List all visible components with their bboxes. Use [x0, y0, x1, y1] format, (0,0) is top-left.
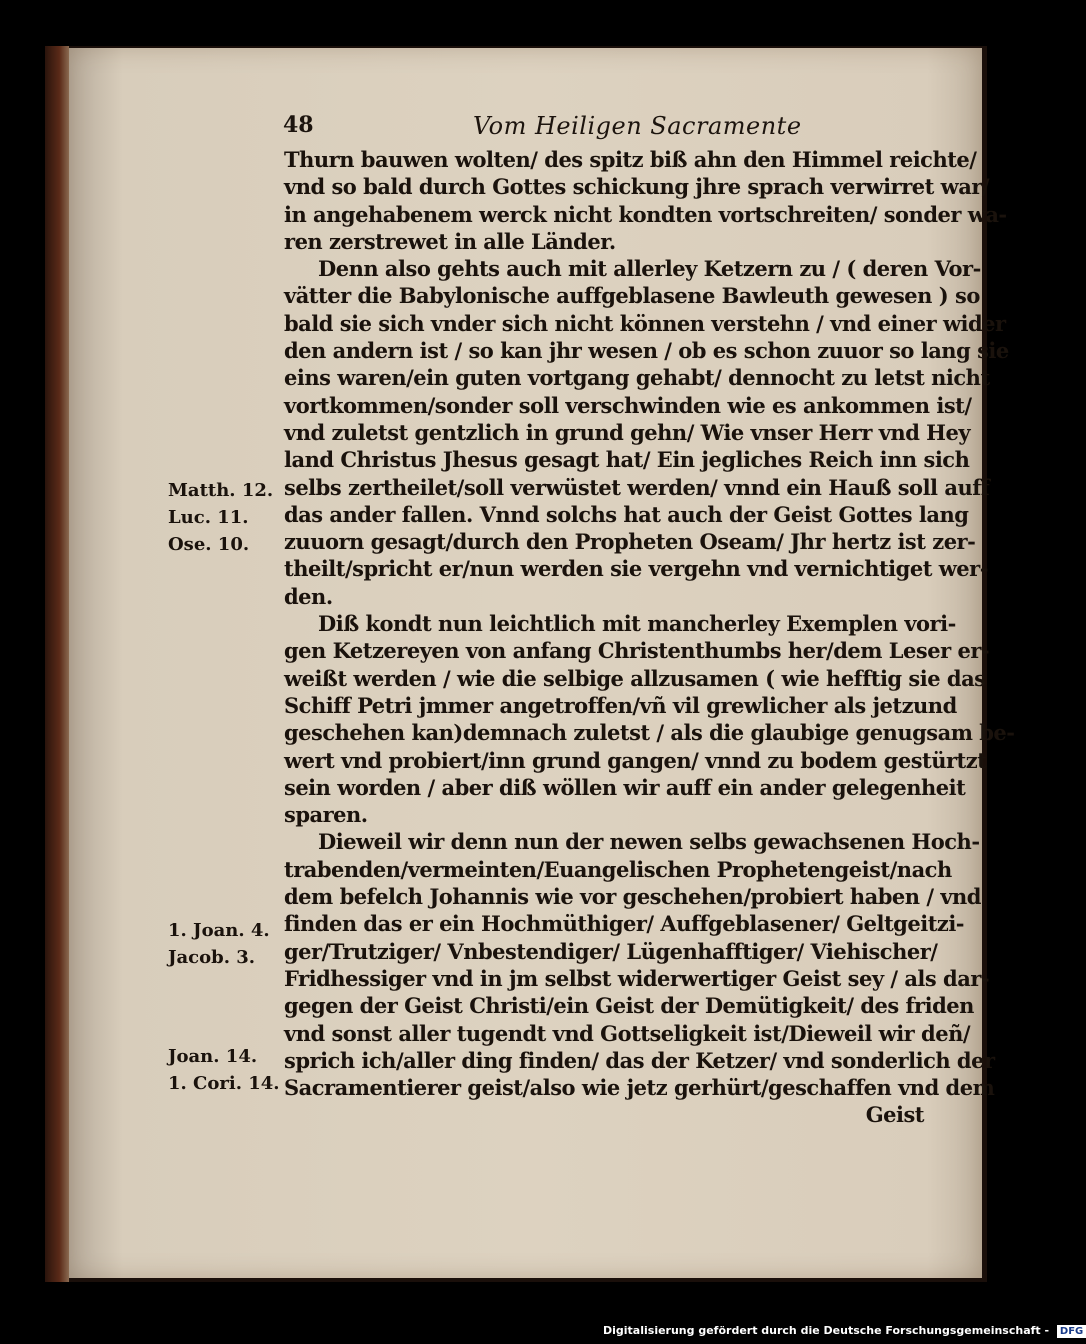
- page-number: 48: [283, 112, 314, 138]
- margin-note-cori: [168, 1043, 278, 1097]
- text-line: Fridhessiger vnd in jm selbst widerwertiger Geist sey / als dar-: [284, 965, 990, 991]
- dfg-logo: DFG: [1057, 1325, 1086, 1338]
- text-line: theilt/spricht er/nun werden sie vergehn vnd vernichtiget wer-: [284, 556, 988, 582]
- text-line: den.: [284, 583, 333, 609]
- text-line: das ander fallen. Vnnd solchs hat auch der Geist Gottes lang: [284, 501, 969, 527]
- text-line: sprich ich/aller ding finden/ das der Ketzer/ vnd sonderlich der: [284, 1047, 995, 1073]
- text-line: in angehabenem werck nicht kondten vortschreiten/ sonder wa-: [284, 201, 1007, 227]
- text-line: Denn also gehts auch mit allerley Ketzern zu / ( deren Vor-: [318, 256, 981, 282]
- text-line: geschehen kan)demnach zuletst / als die glaubige genugsam be-: [284, 720, 1015, 746]
- text-line: den andern ist / so kan jhr wesen / ob es schon zuuor so lang sie: [284, 338, 1009, 364]
- text-line: selbs zertheilet/soll verwüstet werden/ vnnd ein Hauß soll auff: [284, 474, 990, 500]
- text-line: Schiff Petri jmmer angetroffen/vñ vil grewlicher als jetzund: [284, 692, 957, 718]
- text-line: weißt werden / wie die selbige allzusamen ( wie hefftig sie das: [284, 665, 986, 691]
- text-line: gen Ketzereyen von anfang Christenthumbs her/dem Leser er-: [284, 638, 990, 664]
- book-spine: [45, 46, 69, 1282]
- footer-text: Digitalisierung gefördert durch die Deutsche Forschungsgemeinschaft -: [603, 1324, 1050, 1337]
- margin-note-line: Ose. 10.: [168, 534, 250, 555]
- text-line: Sacramentierer geist/also wie jetz gerhürt/geschaffen vnd dem: [284, 1075, 995, 1101]
- text-line: ren zerstrewet in alle Länder.: [284, 228, 616, 254]
- text-line: Dieweil wir denn nun der newen selbs gewachsenen Hoch-: [318, 829, 980, 855]
- digitization-footer: [603, 1324, 1086, 1340]
- margin-note-line: Jacob. 3.: [168, 947, 256, 968]
- margin-note-line: Joan. 14.: [168, 1046, 258, 1067]
- text-line: gegen der Geist Christi/ein Geist der Demütigkeit/ des friden: [284, 993, 974, 1019]
- margin-note-line: 1. Joan. 4.: [168, 920, 270, 941]
- margin-note-line: 1. Cori. 14.: [168, 1073, 280, 1094]
- catchword: Geist: [865, 1102, 924, 1128]
- text-line: trabenden/vermeinten/Euangelischen Prophetengeist/nach: [284, 856, 952, 882]
- text-line: vnd sonst aller tugendt vnd Gottseligkeit ist/Dieweil wir deñ/: [284, 1020, 971, 1046]
- text-line: zuuorn gesagt/durch den Propheten Oseam/ Jhr hertz ist zer-: [284, 529, 976, 555]
- text-line: sein worden / aber diß wöllen wir auff ein ander gelegenheit: [284, 774, 966, 800]
- running-title: Vom Heiligen Sacramente: [473, 112, 802, 140]
- text-line: vnd zuletst gentzlich in grund gehn/ Wie vnser Herr vnd Hey: [284, 419, 971, 445]
- text-line: ger/Trutziger/ Vnbestendiger/ Lügenhafftiger/ Viehischer/: [284, 938, 938, 964]
- text-line: wert vnd probiert/inn grund gangen/ vnnd zu bodem gestürtzt: [284, 747, 987, 773]
- text-line: bald sie sich vnder sich nicht können verstehn / vnd einer wider: [284, 310, 1006, 336]
- margin-note-matth: [168, 477, 278, 558]
- text-line: land Christus Jhesus gesagt hat/ Ein jegliches Reich inn sich: [284, 447, 970, 473]
- text-line: vätter die Babylonische auffgeblasene Bawleuth gewesen ) so: [284, 283, 980, 309]
- margin-note-joan: [168, 917, 278, 971]
- page-header: [283, 112, 923, 142]
- text-line: vortkommen/sonder soll verschwinden wie es ankommen ist/: [284, 392, 972, 418]
- margin-note-line: Matth. 12.: [168, 480, 274, 501]
- margin-note-line: Luc. 11.: [168, 507, 249, 528]
- text-line: finden das er ein Hochmüthiger/ Auffgeblasener/ Geltgeitzi-: [284, 911, 965, 937]
- text-line: Thurn bauwen wolten/ des spitz biß ahn den Himmel reichte/: [284, 147, 977, 172]
- text-line: eins waren/ein guten vortgang gehabt/ dennocht zu letst nicht: [284, 365, 990, 391]
- text-line: sparen.: [284, 802, 368, 828]
- body-text: [284, 146, 1015, 1129]
- text-line: Diß kondt nun leichtlich mit mancherley Exemplen vori-: [318, 611, 956, 637]
- text-line: vnd so bald durch Gottes schickung jhre sprach verwirret war/: [284, 174, 990, 200]
- text-line: dem befelch Johannis wie vor geschehen/probiert haben / vnd: [284, 884, 981, 910]
